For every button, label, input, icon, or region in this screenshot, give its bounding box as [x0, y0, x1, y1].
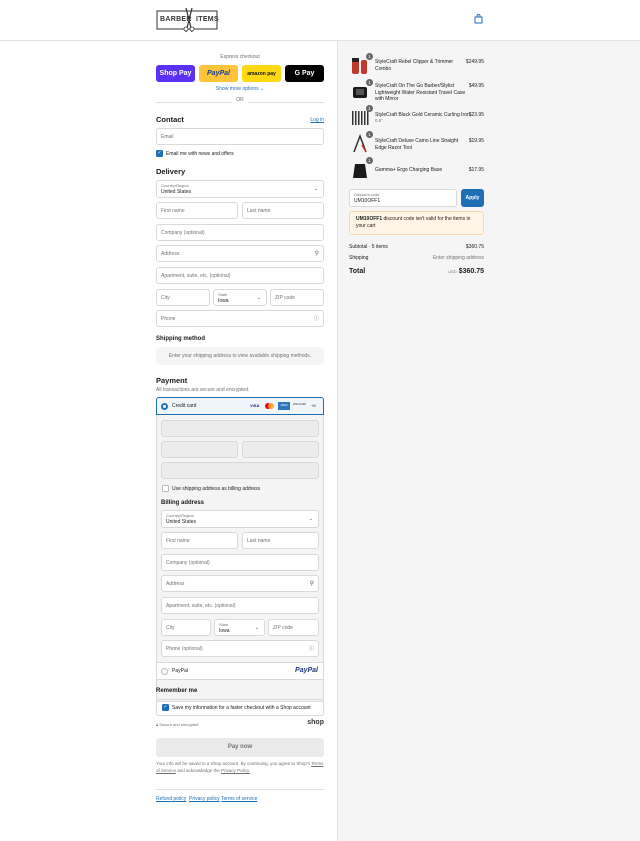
amazon-pay-button[interactable]	[242, 65, 281, 82]
company-placeholder: Company (optional)	[161, 229, 205, 236]
credit-card-label: Credit card	[172, 403, 197, 409]
login-link[interactable]: Log in	[310, 117, 324, 123]
item-name: StyleCraft On The Go Barber/Stylist Lightweight Water Resistant Travel Case with Mirror	[375, 83, 466, 102]
country-label: Country/Region	[161, 183, 189, 188]
item-quantity-badge: 1	[366, 79, 373, 86]
billing-zip-field[interactable]	[268, 619, 319, 636]
state-value: Iowa	[218, 298, 229, 304]
first-name-placeholder: First name	[161, 207, 185, 214]
billing-country-value: United States	[166, 519, 197, 525]
warning-code: UM10OFF1	[356, 216, 383, 222]
billing-country-select[interactable]	[161, 510, 319, 528]
news-checkbox[interactable]: ✓	[157, 150, 162, 156]
billing-state-select[interactable]	[214, 619, 265, 636]
shipping-label: Shipping	[349, 255, 369, 261]
expiration-field[interactable]	[161, 441, 238, 458]
use-shipping-checkbox[interactable]	[162, 485, 169, 492]
paypal-logo: PayPal	[295, 667, 318, 674]
total-value: $360.75	[458, 268, 484, 275]
secure-note	[156, 722, 198, 727]
subtotal-value: $360.75	[465, 244, 484, 250]
city-placeholder: City	[161, 294, 170, 301]
chevron-down-icon: ⌄	[313, 186, 318, 192]
show-more-label: Show more options	[215, 86, 259, 92]
item-quantity-badge: 1	[366, 131, 373, 138]
chevron-down-icon: ⌄	[260, 86, 265, 92]
item-price: $17.95	[468, 167, 484, 173]
credit-card-option[interactable]	[156, 397, 324, 415]
mastercard-icon	[265, 403, 274, 409]
item-quantity-badge: 1	[366, 157, 373, 164]
shipping-value: Enter shipping address	[432, 255, 484, 261]
shipping-method-message: Enter your shipping address to view available shipping methods.	[156, 347, 324, 365]
billing-phone-placeholder: Phone (optional)	[166, 645, 203, 652]
discount-code-field[interactable]	[349, 189, 457, 207]
company-field[interactable]	[156, 224, 324, 241]
remember-heading: Remember me	[156, 688, 198, 694]
shop-logo: shop	[307, 719, 324, 726]
item-quantity-badge: 1	[366, 105, 373, 112]
item-variant: 0.5"	[375, 118, 383, 123]
billing-heading: Billing address	[161, 500, 205, 506]
discount-label: Discount code	[354, 192, 380, 197]
name-on-card-field[interactable]	[161, 462, 319, 479]
legal-text	[156, 761, 324, 774]
refund-policy-link[interactable]: Refund policy	[156, 796, 187, 802]
contact-heading: Contact	[156, 115, 184, 124]
email-placeholder: Email	[161, 133, 174, 140]
apartment-field[interactable]	[156, 267, 324, 284]
billing-zip-placeholder: ZIP code	[273, 624, 293, 631]
billing-apartment-placeholder: Apartment, suite, etc. (optional)	[166, 602, 236, 609]
header	[0, 0, 640, 41]
payment-heading: Payment	[156, 376, 188, 385]
privacy-policy-link[interactable]: Privacy policy	[189, 796, 220, 802]
terms-of-service-link[interactable]: Terms of service	[221, 796, 258, 802]
total-label: Total	[349, 268, 366, 275]
amazon-pay-label: amazon pay	[247, 70, 276, 77]
logo-text-right: ITEMS	[196, 16, 219, 23]
amex-icon: AMEX	[278, 402, 290, 410]
paypal-option[interactable]	[156, 662, 324, 680]
billing-city-placeholder: City	[166, 624, 175, 631]
show-more-options-link[interactable]	[156, 86, 324, 92]
discount-value: UM10OFF1	[354, 198, 381, 204]
billing-apartment-field[interactable]	[161, 597, 319, 614]
chevron-down-icon: ⌄	[256, 295, 261, 301]
billing-city-field[interactable]	[161, 619, 211, 636]
footer-divider	[156, 789, 324, 790]
apply-button[interactable]: Apply	[461, 189, 484, 207]
billing-address-field[interactable]	[161, 575, 319, 592]
chevron-down-icon: ⌄	[254, 625, 259, 631]
barber-items-logo[interactable]	[156, 8, 218, 32]
security-code-field[interactable]	[242, 441, 319, 458]
subtotal-label: Subtotal · 5 items	[349, 244, 388, 250]
address-field[interactable]	[156, 245, 324, 262]
or-separator: OR	[236, 97, 244, 103]
terms-link[interactable]: Terms of Service	[156, 761, 324, 773]
search-icon: ⚲	[314, 251, 319, 257]
chevron-down-icon: ⌄	[308, 516, 313, 522]
item-name: StyleCraft Rebel Clipper & Trimmer Combo	[375, 59, 454, 72]
billing-country-label: Country/Region	[166, 513, 194, 518]
item-name: Gamma+ Ergo Charging Base	[375, 167, 443, 173]
apartment-placeholder: Apartment, suite, etc. (optional)	[161, 272, 231, 279]
more-cards-badge: +8	[311, 403, 316, 408]
google-pay-button[interactable]	[285, 65, 324, 82]
email-field[interactable]	[156, 128, 324, 145]
item-price: $49.95	[468, 83, 484, 89]
currency-code: USD	[448, 269, 457, 274]
use-shipping-label: Use shipping address as billing address	[172, 486, 261, 492]
paypal-option-label: PayPal	[172, 668, 188, 674]
legal-intro: Your info will be saved to a Shop account. By continuing, you agree to Shop's	[156, 761, 311, 766]
zip-placeholder: ZIP code	[275, 294, 295, 301]
zip-field[interactable]	[270, 289, 324, 306]
billing-state-label: State	[219, 622, 229, 627]
express-checkout-label: Express checkout	[220, 54, 260, 60]
delivery-heading: Delivery	[156, 167, 186, 176]
shop-pay-label: Shop Pay	[159, 70, 192, 77]
billing-company-field[interactable]	[161, 554, 319, 571]
country-select[interactable]	[156, 180, 324, 198]
discover-icon: DISCOVER	[293, 403, 307, 406]
billing-first-name-field[interactable]	[161, 532, 238, 549]
address-placeholder: Address	[161, 250, 180, 257]
billing-last-name-field[interactable]	[242, 532, 319, 549]
paypal-button[interactable]	[199, 65, 238, 82]
privacy-link[interactable]: Privacy Policy.	[221, 767, 251, 773]
billing-last-name-placeholder: Last name	[247, 537, 271, 544]
visa-icon: VISA	[250, 403, 260, 408]
secure-label: Secure and encrypted	[159, 722, 199, 727]
shipping-method-heading: Shipping method	[156, 336, 205, 342]
state-label: State	[218, 292, 228, 297]
billing-company-placeholder: Company (optional)	[166, 559, 210, 566]
billing-phone-field[interactable]	[161, 640, 319, 657]
shopping-bag-icon[interactable]	[474, 14, 484, 25]
paypal-radio[interactable]	[161, 668, 168, 675]
phone-field[interactable]	[156, 310, 324, 327]
payment-note: All transactions are secure and encrypted.	[156, 387, 250, 393]
google-pay-label: G Pay	[294, 70, 315, 77]
state-select[interactable]	[213, 289, 267, 306]
credit-card-radio[interactable]	[161, 403, 168, 410]
item-name: StyleCraft Deluxe Camo Line Straight Edge Razor Tool	[375, 138, 459, 151]
logo-text-left: BARBER	[160, 16, 192, 23]
item-price: $19.95	[468, 138, 484, 144]
save-info-checkbox[interactable]: ✓	[163, 704, 168, 710]
news-label: Email me with news and offers	[166, 151, 234, 157]
billing-first-name-placeholder: First name	[166, 537, 190, 544]
billing-state-value: Iowa	[219, 628, 230, 634]
phone-placeholder: Phone	[161, 315, 176, 322]
item-price: $23.95	[468, 112, 484, 118]
discount-warning	[349, 211, 484, 235]
item-price: $249.95	[465, 59, 484, 65]
pay-now-button[interactable]: Pay now	[156, 738, 324, 757]
first-name-field[interactable]	[156, 202, 238, 219]
help-icon[interactable]: ⓘ	[308, 646, 314, 652]
item-quantity-badge: 1	[366, 53, 373, 60]
legal-and: and acknowledge the	[177, 767, 220, 773]
last-name-field[interactable]	[242, 202, 324, 219]
paypal-label: PayPal	[207, 70, 230, 77]
total-amount	[448, 268, 484, 275]
last-name-placeholder: Last name	[247, 207, 271, 214]
city-field[interactable]	[156, 289, 210, 306]
remember-box	[156, 699, 324, 716]
help-icon[interactable]: ⓘ	[313, 316, 319, 322]
search-icon: ⚲	[309, 581, 314, 587]
shop-pay-button[interactable]	[156, 65, 195, 82]
country-value: United States	[161, 189, 192, 195]
warning-text: discount code isn't valid for the items in your cart	[356, 216, 471, 229]
card-number-field[interactable]	[161, 420, 319, 437]
order-summary-panel	[337, 41, 640, 841]
lock-icon: 🔒︎	[156, 722, 159, 727]
item-name: StyleCraft Black Gold Ceramic Curling Iron	[375, 112, 470, 118]
save-info-label: Save my information for a faster checkout with a Shop account	[172, 705, 311, 711]
billing-address-placeholder: Address	[166, 580, 185, 587]
